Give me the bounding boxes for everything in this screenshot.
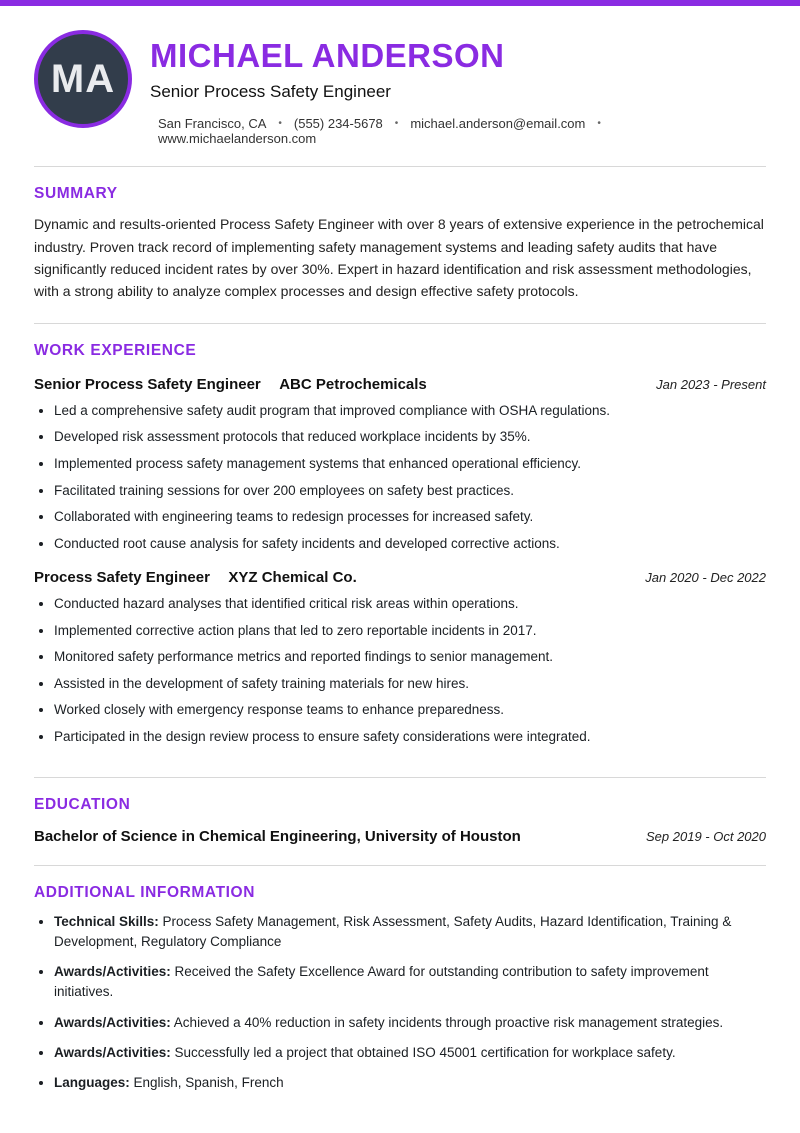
job-bullet: • Collaborated with engineering teams to redesign processes for increased safety. <box>54 507 766 527</box>
job-entry <box>34 569 766 746</box>
job-title: Process Safety Engineer <box>34 569 210 587</box>
resume-header <box>34 6 766 146</box>
candidate-name: MICHAEL ANDERSON <box>150 37 505 74</box>
job-title: Senior Process Safety Engineer <box>34 375 261 393</box>
section-education <box>34 796 766 845</box>
additional-info-item <box>54 1013 766 1033</box>
additional-info-text: Received the Safety Excellence Award for outstanding contribution to safety improvement initiatives. <box>54 964 709 1000</box>
job-bullet: • Implemented process safety management systems that enhanced operational efficiency. <box>54 454 766 474</box>
contact-website: www.michaelanderson.com <box>158 131 317 147</box>
resume-page <box>0 6 800 1133</box>
job-dates: Jan 2023 - Present <box>656 376 766 392</box>
additional-info-item <box>54 1043 766 1063</box>
summary-heading: SUMMARY <box>34 185 118 203</box>
job-bullet: • Conducted root cause analysis for safety incidents and developed corrective actions. <box>54 534 766 554</box>
section-divider <box>34 777 766 778</box>
job-bullet: • Monitored safety performance metrics and reported findings to senior management. <box>54 647 766 667</box>
contact-phone: (555) 234-5678 <box>293 116 383 132</box>
job-bullet: • Worked closely with emergency response teams to enhance preparedness. <box>54 700 766 720</box>
bullet-separator-icon: • <box>597 118 601 130</box>
additional-info-text: Process Safety Management, Risk Assessment, Safety Audits, Hazard Identification, Training & Development, Regulatory Compliance <box>54 913 732 949</box>
education-dates: Sep 2019 - Oct 2020 <box>646 828 766 844</box>
education-heading: EDUCATION <box>34 795 131 813</box>
education-degree: Bachelor of Science in Chemical Engineering, University of Houston <box>34 827 521 845</box>
job-bullet: • Developed risk assessment protocols that reduced workplace incidents by 35%. <box>54 427 766 447</box>
job-bullet: • Led a comprehensive safety audit program that improved compliance with OSHA regulations. <box>54 401 766 421</box>
job-bullet-list <box>34 401 766 553</box>
additional-info-label: Awards/Activities: <box>54 1044 171 1060</box>
additional-info-item <box>54 912 766 953</box>
contact-email: michael.anderson@email.com <box>410 116 586 132</box>
contact-location: San Francisco, CA <box>158 116 267 132</box>
job-bullet: • Participated in the design review process to ensure safety considerations were integrated. <box>54 727 766 747</box>
additional-info-text: Successfully led a project that obtained ISO 45001 certification for workplace safety. <box>170 1044 676 1060</box>
avatar <box>34 30 132 128</box>
additional-info-label: Languages: <box>54 1075 130 1091</box>
job-bullet-list <box>34 594 766 746</box>
education-entry <box>34 828 766 845</box>
bullet-separator-icon: • <box>394 118 399 130</box>
job-entry <box>34 376 766 553</box>
additional-info-label: Awards/Activities: <box>54 1014 171 1030</box>
job-dates: Jan 2020 - Dec 2022 <box>645 570 766 586</box>
section-summary <box>34 185 766 303</box>
bullet-separator-icon: • <box>278 118 282 130</box>
work-experience-heading: WORK EXPERIENCE <box>34 341 197 359</box>
additional-info-list <box>34 912 766 1094</box>
job-bullet: • Conducted hazard analyses that identified critical risk areas within operations. <box>54 594 766 614</box>
additional-info-text: English, Spanish, French <box>129 1075 284 1091</box>
job-bullet: • Implemented corrective action plans that led to zero reportable incidents in 2017. <box>54 621 766 641</box>
section-divider <box>34 865 766 866</box>
additional-info-label: Technical Skills: <box>54 913 159 929</box>
job-company: XYZ Chemical Co. <box>228 569 357 587</box>
job-bullet: • Assisted in the development of safety training materials for new hires. <box>54 674 766 694</box>
additional-information-heading: ADDITIONAL INFORMATION <box>34 883 255 901</box>
job-bullet: • Facilitated training sessions for over 200 employees on safety best practices. <box>54 481 766 501</box>
candidate-title: Senior Process Safety Engineer <box>150 82 391 102</box>
job-title-line <box>34 569 357 587</box>
summary-text: Dynamic and results-oriented Process Safety Engineer with over 8 years of extensive experience in the petrochemical industry. Proven track record of implementing safety management systems and leading safety audits that have significantly reduced incident rates by over 30%. Expert in hazard identification and risk assessment methodologies, with a strong ability to analyze complex processes and design effective safety protocols. <box>34 216 764 300</box>
section-additional-information <box>34 884 766 1094</box>
additional-info-item <box>54 1073 766 1093</box>
header-text <box>150 30 766 146</box>
additional-info-item <box>54 962 766 1003</box>
job-header <box>34 376 766 394</box>
avatar-initials: MA <box>50 56 116 101</box>
additional-info-label: Awards/Activities: <box>54 964 171 980</box>
job-company: ABC Petrochemicals <box>279 375 427 393</box>
section-work-experience <box>34 342 766 747</box>
additional-info-text: Achieved a 40% reduction in safety incidents through proactive risk management strategies. <box>170 1014 724 1030</box>
job-header <box>34 569 766 587</box>
section-divider <box>34 166 766 167</box>
contact-row <box>150 116 766 146</box>
job-title-line <box>34 376 427 394</box>
section-divider <box>34 323 766 324</box>
